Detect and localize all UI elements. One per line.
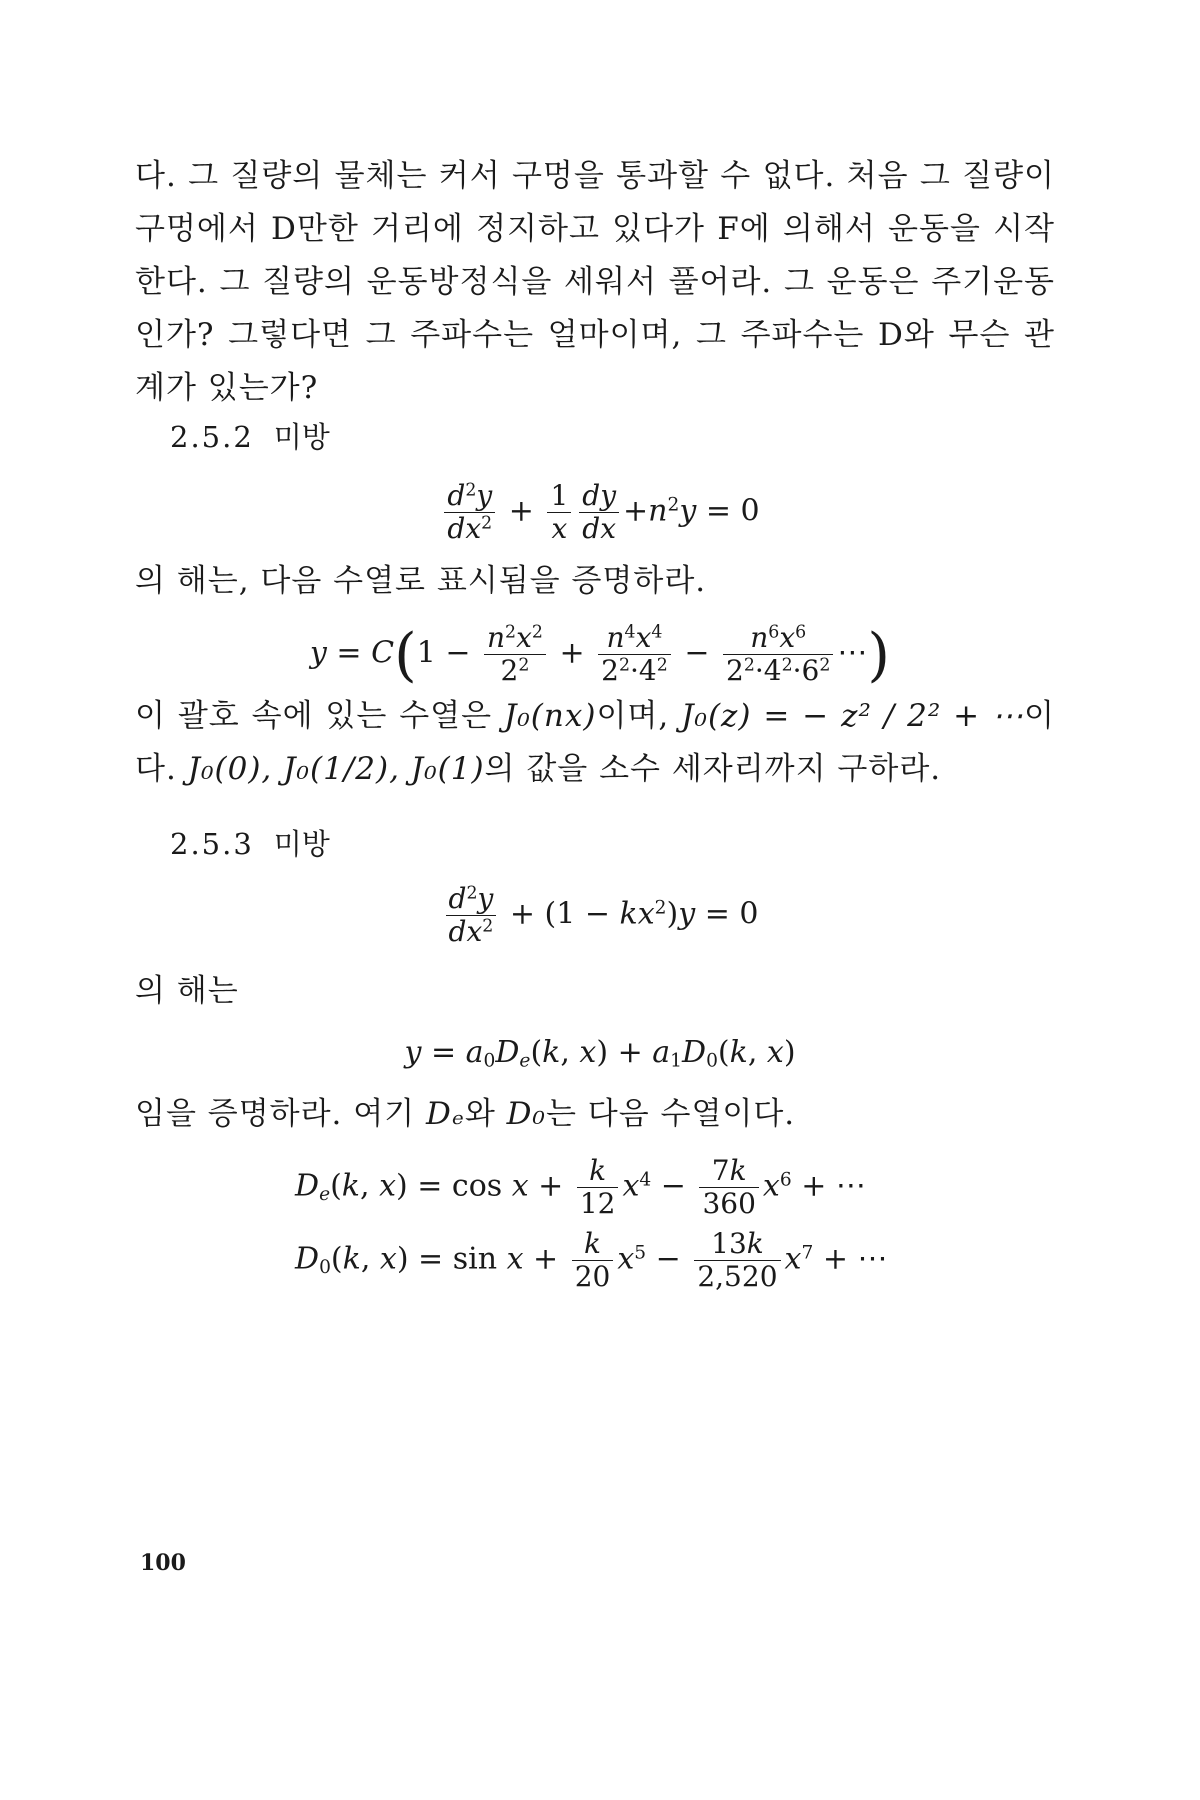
inline-math-j0nx: J₀(nx) bbox=[503, 698, 597, 734]
equation-d0-series: $D_0(k$, x) = sin x + $\frac{k}{20}$ $x^5$ − $\frac{13k}{2,520}$ $x^7$ + ⋯ bbox=[295, 1227, 888, 1293]
text-fragment: 이다. bbox=[135, 698, 1055, 787]
inline-math-d0: D₀ bbox=[506, 1096, 546, 1132]
paragraph-bessel-values bbox=[135, 690, 1055, 796]
inline-math-j0z: J₀(z) = − z² / 2² + ⋯ bbox=[681, 698, 1025, 734]
equation-series-solution: y = C(1 − $\frac{n^2x^2}{2^2}$ + $\frac{n^4x^4}{2^2\cdot 4^2}$ − $\frac{n^6x^6}{2^2\cdot 4^2\cdot 6^2}$ ⋯) bbox=[309, 620, 891, 689]
paragraph-prove-series: 의 해는, 다음 수열로 표시됨을 증명하라. bbox=[135, 563, 707, 599]
equation-de-series: $D_e(k$, x) = cos x + $\frac{k}{12}$ $x^4$ − $\frac{7k}{360}$ $x^6$ + ⋯ bbox=[295, 1154, 866, 1220]
page-number: 100 bbox=[140, 1550, 186, 1576]
paragraph-problem-2-5-1-continued: 다. 그 질량의 물체는 커서 구멍을 통과할 수 없다. 처음 그 질량이 구멍에서 D만한 거리에 정지하고 있다가 F에 의해서 운동을 시작한다. 그 질량의 운동방정식을 세워서 풀어라. 그 운동은 주기운동인가? 그렇다면 그 주파수는 얼마이며, 그 주파수는 D와 무슨 관계가 있는가? bbox=[135, 158, 1055, 406]
equation-general-solution: $y = a_0D_e(k$, $x) + a_1D_0(k$, x) bbox=[404, 1035, 796, 1072]
section-title: 미방 bbox=[273, 827, 330, 861]
text-fragment: 이 괄호 속에 있는 수열은 bbox=[135, 698, 504, 734]
paragraph-solution-is: 의 해는 bbox=[135, 973, 239, 1009]
text-fragment: 의 값을 소수 세자리까지 구하라. bbox=[484, 751, 942, 787]
section-number: 2.5.2 bbox=[170, 420, 254, 454]
section-number: 2.5.3 bbox=[170, 827, 254, 861]
equation-weber-ode: $\frac{d^2y}{dx^2}$ + $(1 - kx^2)y = 0$ bbox=[0, 883, 1200, 948]
inline-math-de: Dₑ bbox=[425, 1096, 465, 1132]
section-heading-2-5-2 bbox=[170, 415, 330, 456]
text-fragment: 는 다음 수열이다. bbox=[545, 1096, 796, 1132]
equation-bessel-ode: $\frac{d^2y}{dx^2}$ + $\frac{1}{x}$ $\frac{dy}{dx}$ $+n^2y = 0$ bbox=[0, 480, 1200, 545]
section-title: 미방 bbox=[273, 420, 330, 454]
paragraph-define-series bbox=[135, 1088, 1055, 1141]
text-fragment: 와 bbox=[464, 1096, 507, 1132]
text-fragment: 임을 증명하라. 여기 bbox=[135, 1096, 426, 1132]
text-fragment: 이며, bbox=[596, 698, 682, 734]
inline-math-j0-values: J₀(0), J₀(1/2), J₀(1) bbox=[187, 751, 485, 787]
section-heading-2-5-3 bbox=[170, 822, 330, 863]
